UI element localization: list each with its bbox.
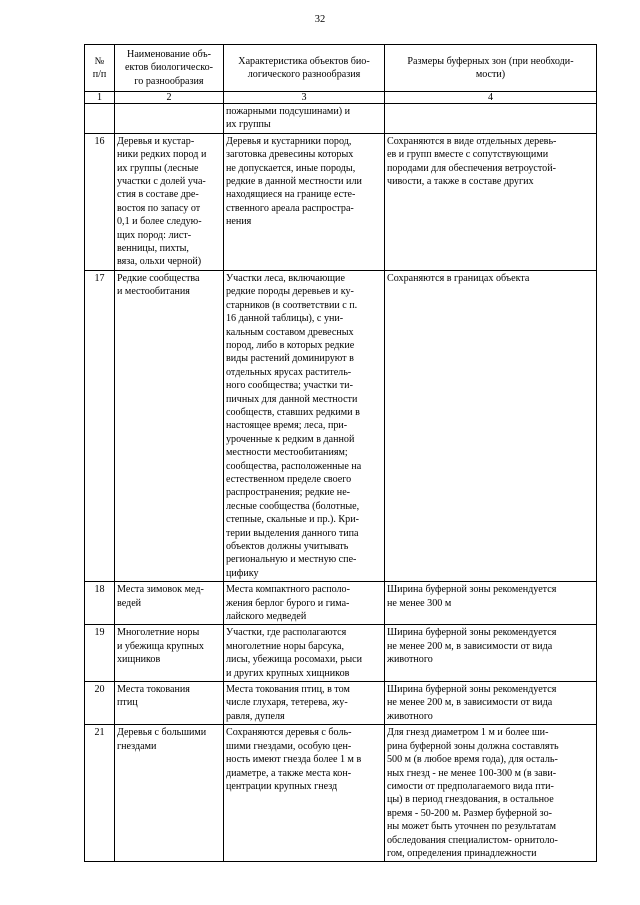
row-number: 21: [85, 725, 115, 862]
row-number: 18: [85, 582, 115, 625]
row-characteristic: Сохраняются деревья с боль- шими гнездами, особую цен- ность имеют гнезда более 1 м в диаметре, а также места кон- центрации крупных гнезд: [224, 725, 385, 862]
row-number: 16: [85, 133, 115, 270]
row-buffer-zone: Сохраняются в границах объекта: [385, 270, 597, 581]
row-object-name: Многолетние норы и убежища крупных хищников: [115, 625, 224, 682]
row-characteristic: Участки, где располагаются многолетние норы барсука, лисы, убежища росомахи, рыси и других крупных хищников: [224, 625, 385, 682]
row-object-name: Редкие сообщества и местообитания: [115, 270, 224, 581]
row-buffer-zone: Ширина буферной зоны рекомендуется не менее 300 м: [385, 582, 597, 625]
row-characteristic: Места токования птиц, в том числе глухаря, тетерева, жу- равля, дупеля: [224, 682, 385, 725]
header-buffer-zone: Размеры буферных зон (при необходи- мости): [385, 45, 597, 92]
column-numbers-row: [85, 92, 597, 104]
row-buffer-zone: Ширина буферной зоны рекомендуется не менее 200 м, в зависимости от вида животного: [385, 625, 597, 682]
row-number: [85, 104, 115, 134]
table-row: [85, 270, 597, 581]
table-row: [85, 104, 597, 134]
row-characteristic: Деревья и кустарники пород, заготовка древесины которых не допускается, иные породы, редкие в данной местности или находящиеся на границе есте- ственного ареала распростра- нения: [224, 133, 385, 270]
column-number: 2: [115, 92, 224, 104]
column-number: 4: [385, 92, 597, 104]
column-number: 1: [85, 92, 115, 104]
row-number: 17: [85, 270, 115, 581]
row-object-name: Деревья с большими гнездами: [115, 725, 224, 862]
table-row: [85, 133, 597, 270]
row-object-name: Деревья и кустар- ники редких пород и их группы (лесные участки с долей уча- стия в составе дре- востоя по запасу от 0,1 и более следую- щих пород: лист- венницы, пихты, вяза, ольхи черной): [115, 133, 224, 270]
header-object-name: Наименование объ- ектов биологическо- го разнообразия: [115, 45, 224, 92]
row-characteristic: Места компактного располо- жения берлог бурого и гима- лайского медведей: [224, 582, 385, 625]
row-characteristic: пожарными подсушинами) и их группы: [224, 104, 385, 134]
table-row: [85, 582, 597, 625]
row-buffer-zone: Ширина буферной зоны рекомендуется не менее 200 м, в зависимости от вида животного: [385, 682, 597, 725]
row-object-name: [115, 104, 224, 134]
row-object-name: Места токования птиц: [115, 682, 224, 725]
page-number: 32: [314, 14, 326, 25]
row-buffer-zone: Для гнезд диаметром 1 м и более ши- рина буферной зоны должна составлять 500 м (в любое время года), для осталь- ных гнезд - не менее 100-300 м (в зави- симости от предполагаемого вида пти- цы) в период гнездования, в остальное время - 50-200 м. Размер буферной зо- ны может быть уточнен по результатам обследования специалистом- орнитоло- гом, определения принадлежности: [385, 725, 597, 862]
table-row: [85, 682, 597, 725]
table-header-row: [85, 45, 597, 92]
column-number: 3: [224, 92, 385, 104]
biodiversity-table: [84, 44, 597, 862]
row-object-name: Места зимовок мед- ведей: [115, 582, 224, 625]
table-row: [85, 725, 597, 862]
header-characteristic: Характеристика объектов био- логического разнообразия: [224, 45, 385, 92]
row-number: 20: [85, 682, 115, 725]
table-row: [85, 625, 597, 682]
row-buffer-zone: [385, 104, 597, 134]
row-buffer-zone: Сохраняются в виде отдельных деревь- ев и групп вместе с сопутствующими породами для обеспечения ветроустой- чивости, а также в составе других: [385, 133, 597, 270]
header-number: № п/п: [85, 45, 115, 92]
row-characteristic: Участки леса, включающие редкие породы деревьев и ку- старников (в соответствии с п. 16 данной таблицы), с уни- кальным составом древесных пород, либо в которых редкие виды растений доминируют в отдельных ярусах раститель- ного сообщества; участки ти- пичных для данной местности сообществ, ставших редкими в настоящее время; леса, при- уроченные к редким в данной местности местообитаниям; сообщества, расположенные на естественном пределе своего распространения; редкие не- лесные сообщества (болотные, степные, скальные и пр.). Кри- терии выделения данного типа объектов должны учитывать региональную и местную спе- цифику: [224, 270, 385, 581]
row-number: 19: [85, 625, 115, 682]
